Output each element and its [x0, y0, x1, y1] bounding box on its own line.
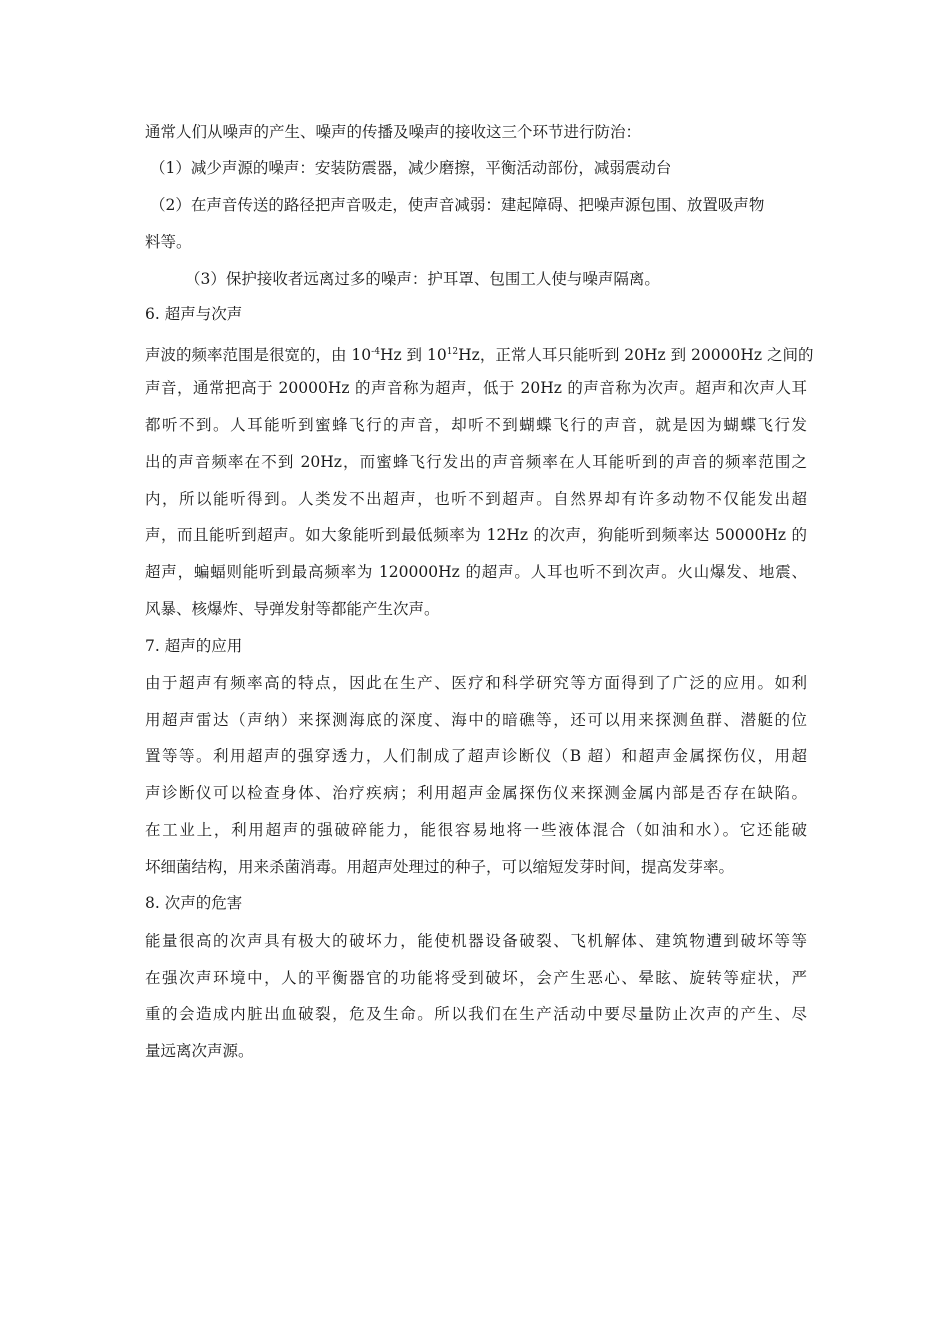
section-heading-7: 7. 超声的应用: [145, 637, 243, 655]
paragraph-line: 在工业上，利用超声的强破碎能力，能很容易地将一些液体混合（如油和水）。它还能破: [145, 821, 807, 839]
paragraph-line: 风暴、核爆炸、导弹发射等都能产生次声。: [145, 600, 440, 618]
paragraph-line: 出的声音频率在不到 20Hz，而蜜蜂飞行发出的声音频率在人耳能听到的声音的频率范围之: [145, 453, 807, 471]
paragraph-line: 置等等。利用超声的强穿透力，人们制成了超声诊断仪（B 超）和超声金属探伤仪，用超: [145, 747, 807, 765]
paragraph-line: 超声，蝙蝠则能听到最高频率为 120000Hz 的超声。人耳也听不到次声。火山爆发、地震、: [145, 563, 807, 581]
paragraph-line: [145, 342, 813, 365]
paragraph-line: 声诊断仪可以检查身体、治疗疾病；利用超声金属探伤仪来探测金属内部是否存在缺陷。: [145, 784, 807, 802]
paragraph-line: 在强次声环境中，人的平衡器官的功能将受到破坏，会产生恶心、晕眩、旋转等症状，严: [145, 969, 807, 987]
section-heading-6: 6. 超声与次声: [145, 305, 243, 323]
frequency-text: 声波的频率范围是很宽的，由 10: [145, 346, 372, 365]
paragraph-line: 重的会造成内脏出血破裂，危及生命。所以我们在生产活动中要尽量防止次声的产生、尽: [145, 1005, 807, 1023]
paragraph-line: 量远离次声源。: [145, 1042, 254, 1060]
paragraph-line: 内，所以能听得到。人类发不出超声，也听不到超声。自然界却有许多动物不仅能发出超: [145, 490, 807, 508]
exponent-neg4: -4: [371, 347, 380, 357]
paragraph-line: 由于超声有频率高的特点，因此在生产、医疗和科学研究等方面得到了广泛的应用。如利: [145, 674, 807, 692]
exponent-12: 12: [446, 347, 459, 357]
list-item-2-continued: 料等。: [145, 233, 192, 251]
list-item-3: （3）保护接收者远离过多的噪声：护耳罩、包围工人使与噪声隔离。: [185, 270, 660, 288]
list-item-2: （2）在声音传送的路径把声音吸走，使声音减弱：建起障碍、把噪声源包围、放置吸声物: [150, 196, 765, 214]
section-heading-8: 8. 次声的危害: [145, 894, 243, 912]
paragraph-line: 坏细菌结构，用来杀菌消毒。用超声处理过的种子，可以缩短发芽时间，提高发芽率。: [145, 858, 735, 876]
frequency-text: Hz 到 10: [379, 346, 447, 365]
list-item-1: （1）减少声源的噪声：安装防震器，减少磨擦，平衡活动部份，减弱震动台: [150, 159, 672, 177]
paragraph-line: 声，而且能听到超声。如大象能听到最低频率为 12Hz 的次声，狗能听到频率达 50000Hz 的: [145, 526, 807, 544]
paragraph-line: 用超声雷达（声纳）来探测海底的深度、海中的暗礁等，还可以用来探测鱼群、潜艇的位: [145, 711, 807, 729]
paragraph-line: 都听不到。人耳能听到蜜蜂飞行的声音，却听不到蝴蝶飞行的声音，就是因为蝴蝶飞行发: [145, 416, 807, 434]
paragraph-line: 能量很高的次声具有极大的破坏力，能使机器设备破裂、飞机解体、建筑物遭到破坏等等: [145, 932, 807, 950]
intro-line: 通常人们从噪声的产生、噪声的传播及噪声的接收这三个环节进行防治：: [145, 123, 642, 141]
paragraph-line: 声音，通常把高于 20000Hz 的声音称为超声，低于 20Hz 的声音称为次声。超声和次声人耳: [145, 379, 807, 397]
frequency-text: Hz，正常人耳只能听到 20Hz 到 20000Hz 之间的: [458, 346, 814, 365]
